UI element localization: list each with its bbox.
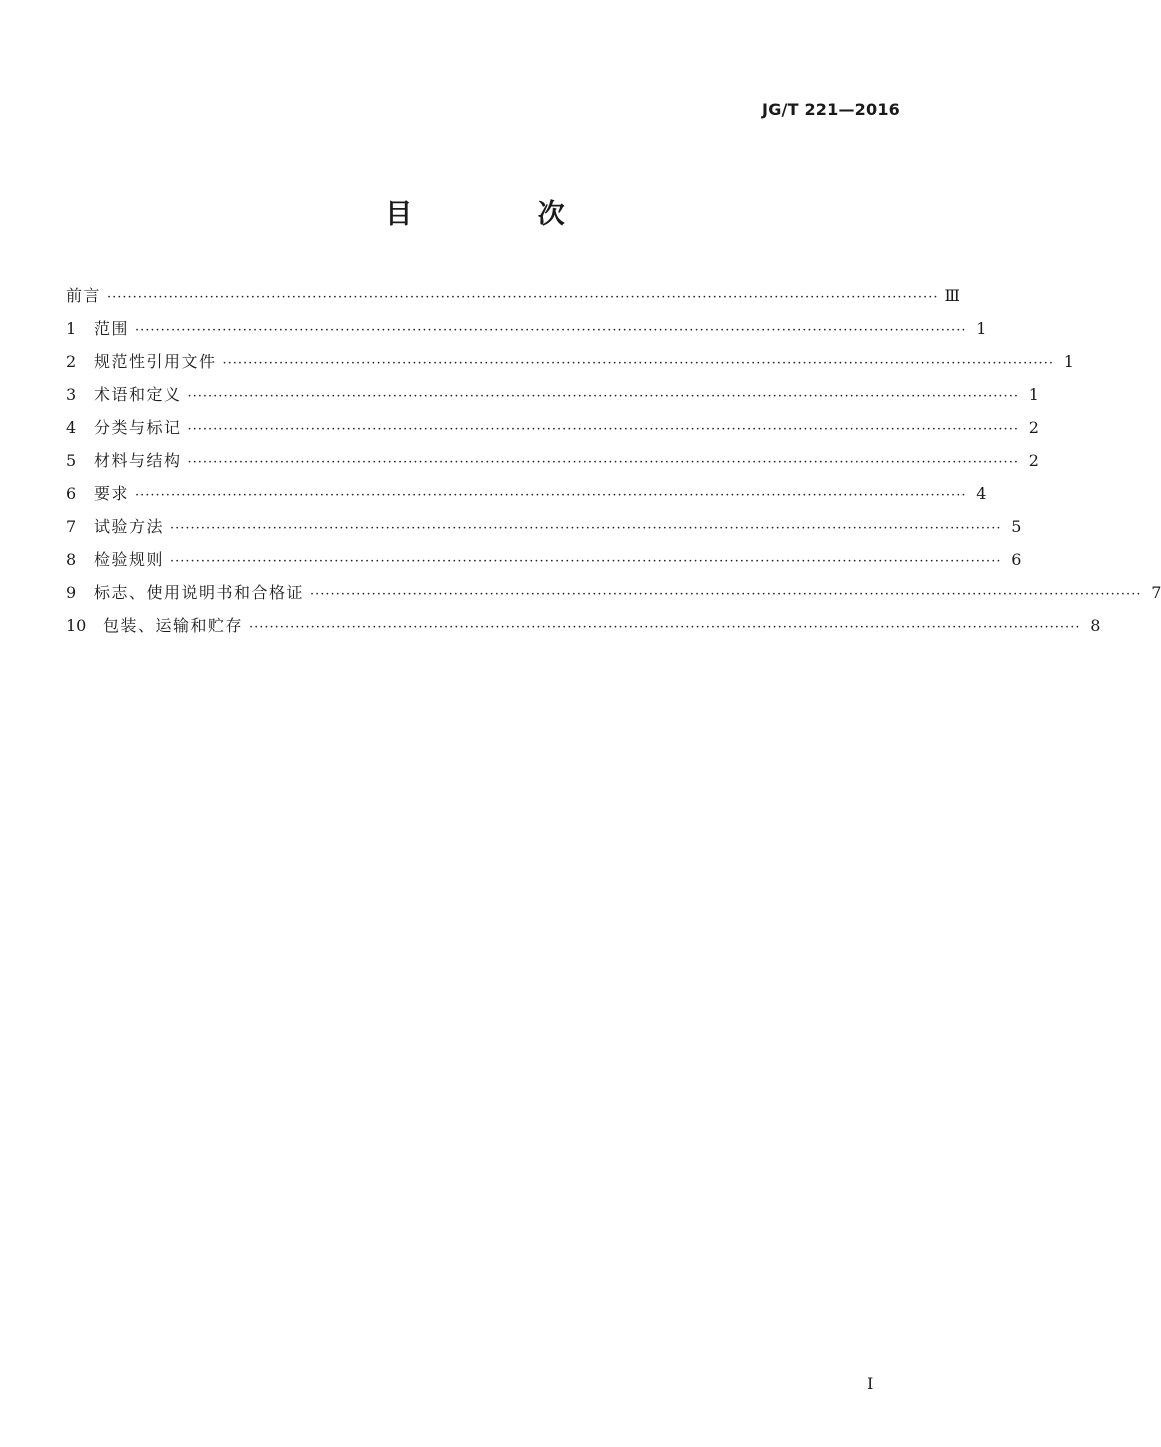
toc-entry-2[interactable] <box>66 348 1074 381</box>
toc-entry-9[interactable] <box>66 579 1161 612</box>
toc-leader-dots: ·································································································································································· <box>187 455 1019 470</box>
toc-entry-label: 包装、运输和贮存 <box>103 616 244 635</box>
toc-entry-number: 3 <box>66 385 77 404</box>
toc-entry-label: 标志、使用说明书和合格证 <box>94 583 305 602</box>
toc-leader-dots: ·································································································································································· <box>310 587 1142 602</box>
toc-entry-page: 2 <box>1028 418 1039 437</box>
toc-entry-5[interactable] <box>66 447 1039 480</box>
toc-entry-label: 试验方法 <box>94 517 165 536</box>
toc-entry-4[interactable] <box>66 414 1039 447</box>
toc-entry-page: 2 <box>1028 451 1039 470</box>
toc-entry-label: 前言 <box>66 286 102 305</box>
toc-entry-page: 4 <box>976 484 987 503</box>
toc-entry-label: 材料与结构 <box>94 451 182 470</box>
toc-entry-number: 8 <box>66 550 77 569</box>
toc-entry-number: 7 <box>66 517 77 536</box>
toc-entry-number: 9 <box>66 583 77 602</box>
toc-entry-page: 1 <box>976 319 987 338</box>
toc-entry-number: 10 <box>66 616 87 635</box>
toc-entry-page: 5 <box>1011 517 1022 536</box>
toc-entry-7[interactable] <box>66 513 1022 546</box>
toc-entry-10[interactable] <box>66 612 1101 645</box>
toc-entry-label: 分类与标记 <box>94 418 182 437</box>
toc-entry-page: 1 <box>1063 352 1074 371</box>
toc-entry-label: 检验规则 <box>94 550 165 569</box>
toc-entry-page: Ⅲ <box>944 286 960 305</box>
toc-entry-page: 1 <box>1028 385 1039 404</box>
toc-leader-dots: ·································································································································································· <box>135 323 967 338</box>
toc-entry-1[interactable] <box>66 315 987 348</box>
toc-entry-8[interactable] <box>66 546 1022 579</box>
toc-entry-page: 6 <box>1011 550 1022 569</box>
toc-entry-3[interactable] <box>66 381 1039 414</box>
page-title: 目 次 <box>385 199 623 230</box>
table-of-contents <box>66 282 1161 645</box>
standard-code: JG/T 221—2016 <box>762 100 900 119</box>
toc-entry-number: 5 <box>66 451 77 470</box>
toc-entry-number: 2 <box>66 352 77 371</box>
toc-entry-number: 4 <box>66 418 77 437</box>
toc-leader-dots: ·································································································································································· <box>107 290 939 305</box>
toc-leader-dots: ·································································································································································· <box>135 488 967 503</box>
toc-leader-dots: ·································································································································································· <box>249 620 1081 635</box>
toc-entry-foreword[interactable] <box>66 282 960 315</box>
toc-leader-dots: ·································································································································································· <box>187 389 1019 404</box>
toc-entry-number: 6 <box>66 484 77 503</box>
toc-entry-6[interactable] <box>66 480 987 513</box>
toc-entry-page: 7 <box>1151 583 1161 602</box>
toc-leader-dots: ·································································································································································· <box>170 521 1002 536</box>
page-number: I <box>867 1374 874 1393</box>
toc-leader-dots: ·································································································································································· <box>170 554 1002 569</box>
toc-leader-dots: ·································································································································································· <box>222 356 1054 371</box>
toc-entry-number: 1 <box>66 319 77 338</box>
toc-entry-label: 术语和定义 <box>94 385 182 404</box>
toc-leader-dots: ·································································································································································· <box>187 422 1019 437</box>
toc-entry-label: 规范性引用文件 <box>94 352 217 371</box>
toc-entry-label: 范围 <box>94 319 130 338</box>
toc-entry-page: 8 <box>1090 616 1101 635</box>
toc-entry-label: 要求 <box>94 484 130 503</box>
